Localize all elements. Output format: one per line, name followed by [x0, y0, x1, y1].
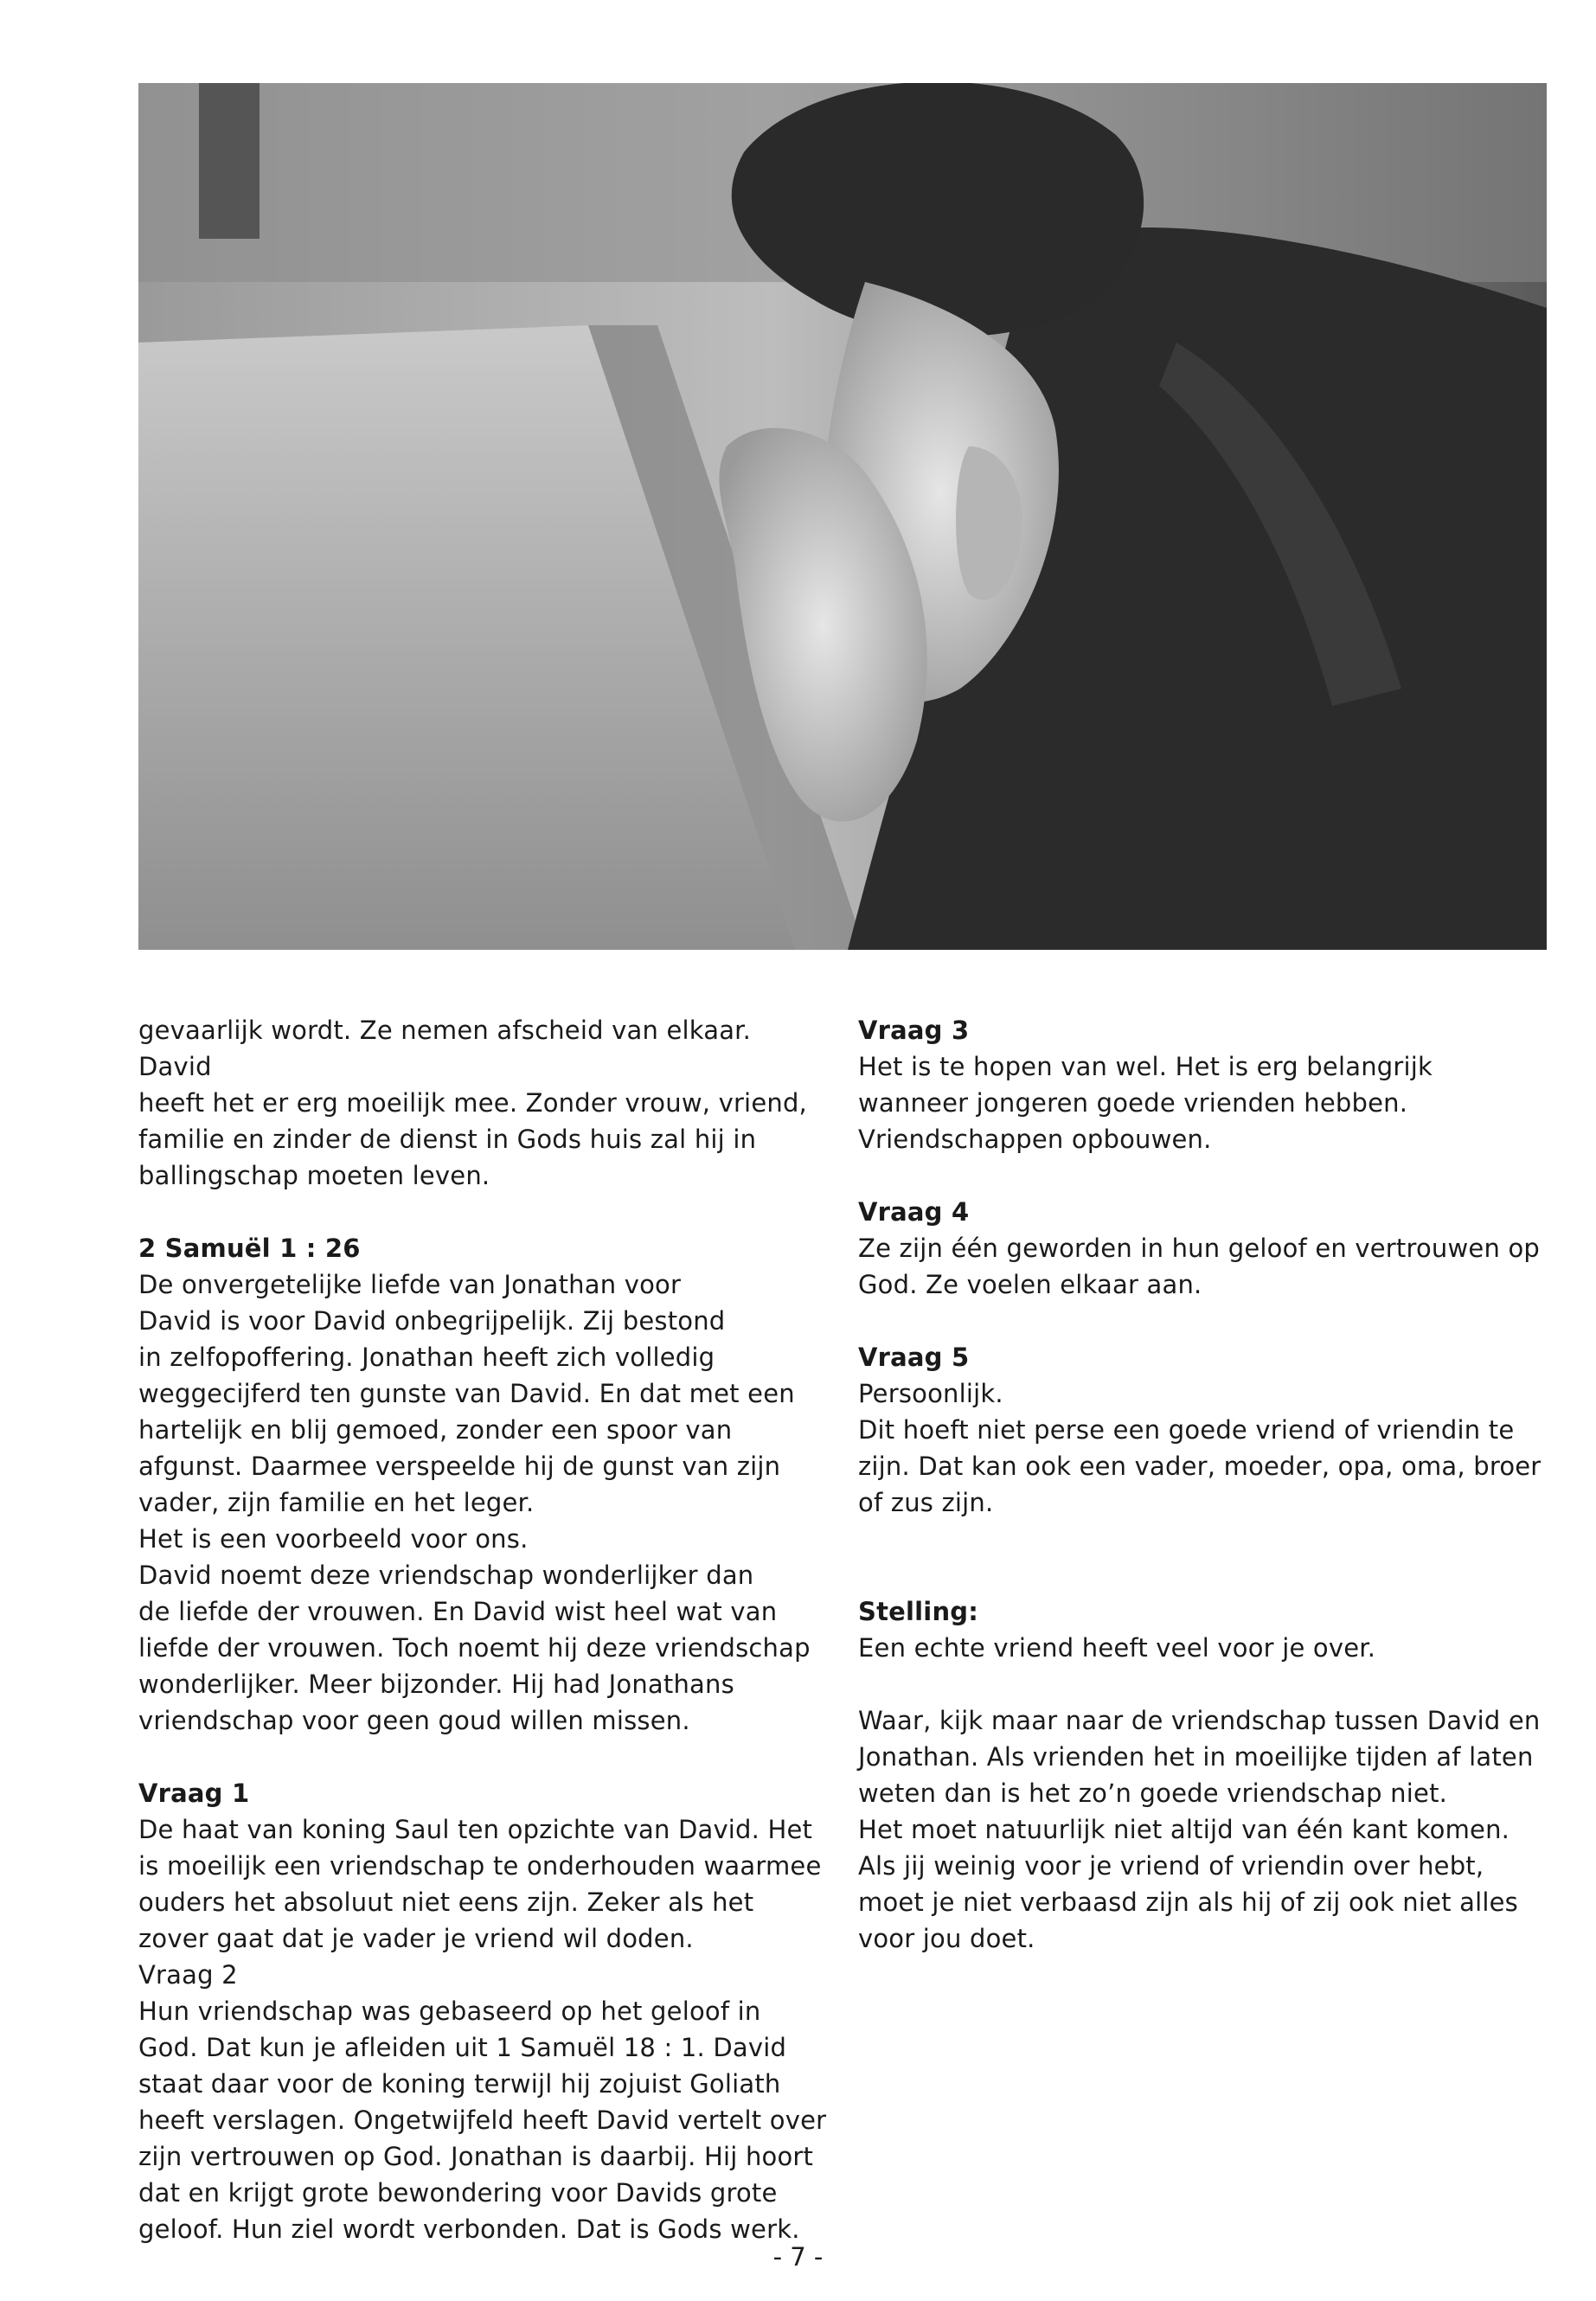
vraag2-line: zijn vertrouwen op God. Jonathan is daarbij. Hij hoort: [138, 2142, 814, 2171]
vraag5-line: zijn. Dat kan ook een vader, moeder, opa, oma, broer: [858, 1452, 1542, 1481]
samuel-line: liefde der vrouwen. Toch noemt hij deze vriendschap: [138, 1633, 811, 1663]
intro-line: heeft het er erg moeilijk mee. Zonder vrouw, vriend,: [138, 1088, 807, 1118]
stelling-statement: Een echte vriend heeft veel voor je over.: [858, 1633, 1376, 1663]
samuel-line: hartelijk en blij gemoed, zonder een spoor van: [138, 1415, 733, 1445]
vraag2-line: Hun vriendschap was gebaseerd op het geloof in: [138, 1997, 761, 2026]
intro-line: familie en zinder de dienst in Gods huis zal hij in: [138, 1125, 757, 1154]
vraag1-heading: Vraag 1: [138, 1779, 250, 1808]
vraag5-line: Persoonlijk.: [858, 1379, 1003, 1408]
stelling-line: Jonathan. Als vrienden het in moeilijke tijden af laten: [858, 1742, 1534, 1772]
grieving-person-photo: [138, 83, 1547, 950]
vraag3-line: Het is te hopen van wel. Het is erg belangrijk: [858, 1052, 1433, 1081]
vraag4-line: Ze zijn één geworden in hun geloof en vertrouwen op: [858, 1234, 1541, 1263]
samuel-line: De onvergetelijke liefde van Jonathan voor: [138, 1270, 682, 1299]
vraag5-line: of zus zijn.: [858, 1488, 994, 1517]
vraag3-line: Vriendschappen opbouwen.: [858, 1125, 1212, 1154]
stelling-line: Waar, kijk maar naar de vriendschap tussen David en: [858, 1706, 1541, 1735]
stelling-line: voor jou doet.: [858, 1924, 1035, 1953]
vraag4-line: God. Ze voelen elkaar aan.: [858, 1270, 1202, 1299]
stelling-heading: Stelling:: [858, 1597, 979, 1626]
vraag1-line: ouders het absoluut niet eens zijn. Zeker als het: [138, 1888, 754, 1917]
stelling-line: moet je niet verbaasd zijn als hij of zij ook niet alles: [858, 1888, 1518, 1917]
samuel-line: wonderlijker. Meer bijzonder. Hij had Jonathans: [138, 1670, 734, 1699]
samuel-line: vriendschap voor geen goud willen missen.: [138, 1706, 690, 1735]
vraag5-heading: Vraag 5: [858, 1343, 970, 1372]
samuel-heading: 2 Samuël 1 : 26: [138, 1234, 361, 1263]
samuel-line: David noemt deze vriendschap wonderlijker dan: [138, 1561, 754, 1590]
vraag5-line: Dit hoeft niet perse een goede vriend of vriendin te: [858, 1415, 1515, 1445]
stelling-line: Het moet natuurlijk niet altijd van één kant komen.: [858, 1815, 1510, 1844]
vraag1-line: De haat van koning Saul ten opzichte van David. Het: [138, 1815, 813, 1844]
samuel-line: afgunst. Daarmee verspeelde hij de gunst van zijn: [138, 1452, 781, 1481]
samuel-line: de liefde der vrouwen. En David wist heel wat van: [138, 1597, 778, 1626]
stelling-line: Als jij weinig voor je vriend of vriendin over hebt,: [858, 1851, 1484, 1881]
vraag1-line: is moeilijk een vriendschap te onderhouden waarmee: [138, 1851, 822, 1881]
samuel-line: weggecijferd ten gunste van David. En dat met een: [138, 1379, 795, 1408]
vraag1-line: zover gaat dat je vader je vriend wil doden.: [138, 1924, 694, 1953]
vraag2-heading: Vraag 2: [138, 1960, 238, 1990]
stelling-line: weten dan is het zo’n goede vriendschap niet.: [858, 1779, 1448, 1808]
vraag3-heading: Vraag 3: [858, 1016, 970, 1045]
samuel-line: vader, zijn familie en het leger.: [138, 1488, 535, 1517]
vraag2-line: God. Dat kun je afleiden uit 1 Samuël 18 : 1. David: [138, 2033, 787, 2062]
samuel-line: Het is een voorbeeld voor ons.: [138, 1524, 529, 1554]
page-number: - 7 -: [772, 2242, 824, 2272]
right-column: [858, 1012, 1550, 1957]
vraag4-heading: Vraag 4: [858, 1197, 970, 1227]
samuel-line: in zelfopoffering. Jonathan heeft zich volledig: [138, 1343, 715, 1372]
vraag2-line: dat en krijgt grote bewondering voor Davids grote: [138, 2178, 778, 2208]
vraag2-line: geloof. Hun ziel wordt verbonden. Dat is Gods werk.: [138, 2214, 800, 2244]
vraag3-line: wanneer jongeren goede vrienden hebben.: [858, 1088, 1408, 1118]
samuel-line: David is voor David onbegrijpelijk. Zij bestond: [138, 1306, 726, 1336]
intro-line: gevaarlijk wordt. Ze nemen afscheid van elkaar. David: [138, 1016, 752, 1081]
intro-line: ballingschap moeten leven.: [138, 1161, 490, 1190]
vraag2-line: heeft verslagen. Ongetwijfeld heeft David vertelt over: [138, 2106, 827, 2135]
left-column: [138, 1012, 830, 2247]
vraag2-line: staat daar voor de koning terwijl hij zojuist Goliath: [138, 2069, 781, 2099]
